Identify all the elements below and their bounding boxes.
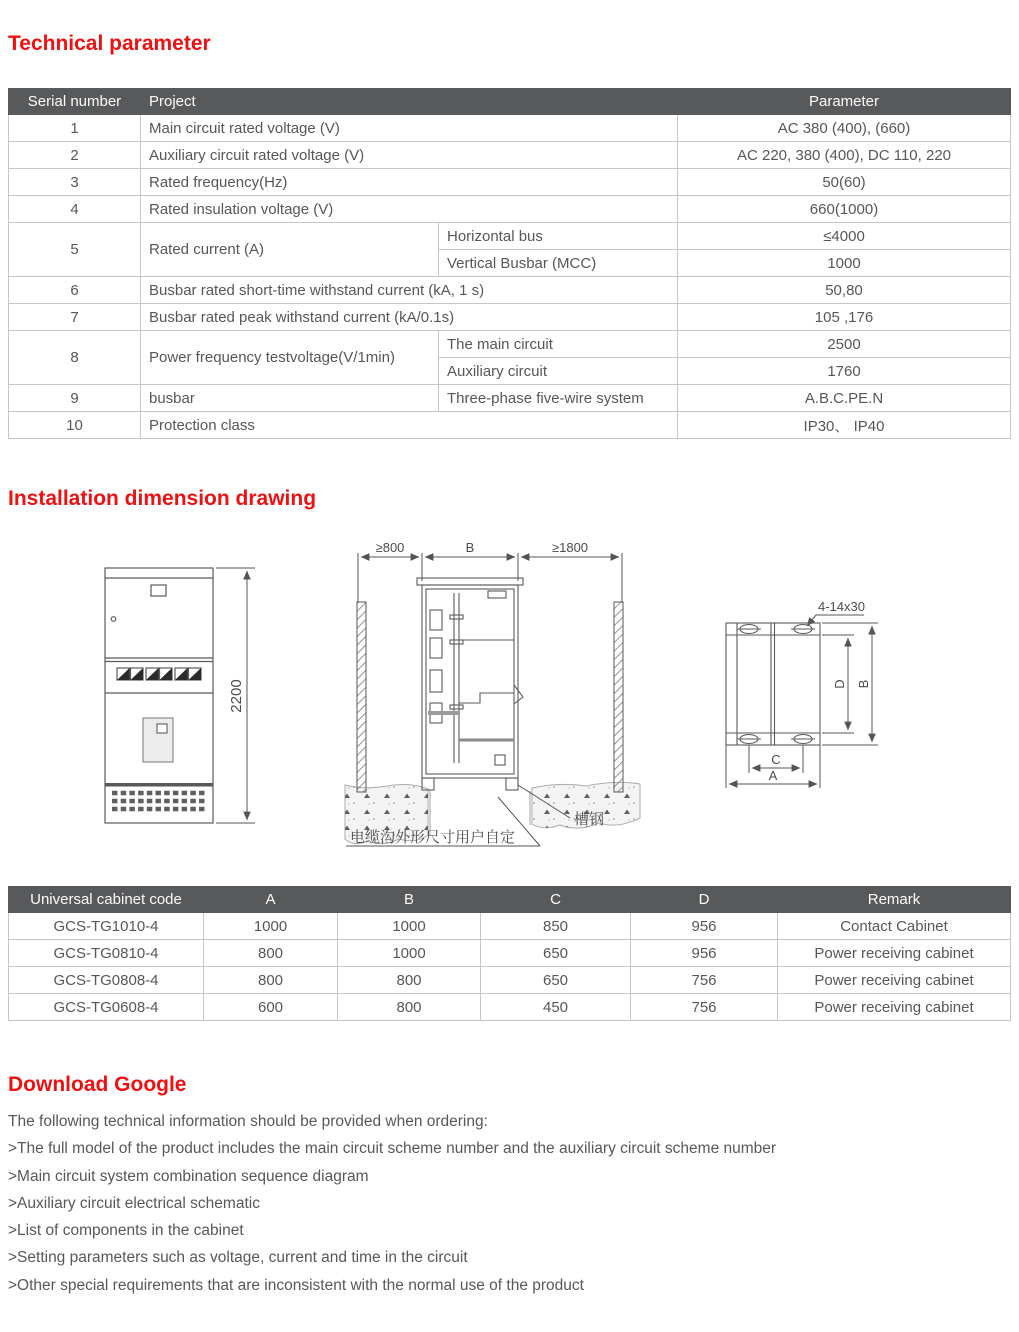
- table-row: [9, 967, 1011, 994]
- remark-cell: Power receiving cabinet: [778, 967, 1011, 994]
- column-header-project: Project: [141, 89, 678, 115]
- sub-item-cell: Horizontal bus: [439, 223, 678, 250]
- d-cell: 956: [631, 913, 778, 940]
- sub-item-cell: Three-phase five-wire system: [439, 385, 678, 412]
- parameter-cell: A.B.C.PE.N: [678, 385, 1011, 412]
- section-title-installation: Installation dimension drawing: [8, 487, 317, 510]
- clearance-left-label: ≥800: [375, 540, 405, 555]
- b-cell: 1000: [338, 940, 481, 967]
- sub-item-cell: Auxiliary circuit: [439, 358, 678, 385]
- b-cell: 1000: [338, 913, 481, 940]
- column-header-d: D: [631, 887, 778, 913]
- column-header-a: A: [204, 887, 338, 913]
- parameter-cell: 105 ,176: [678, 304, 1011, 331]
- table-row: [9, 115, 1011, 142]
- d-cell: 756: [631, 967, 778, 994]
- project-cell: Auxiliary circuit rated voltage (V): [141, 142, 678, 169]
- a-cell: 1000: [204, 913, 338, 940]
- serial-cell: 1: [9, 115, 141, 142]
- project-cell: busbar: [141, 385, 439, 412]
- code-cell: GCS-TG1010-4: [9, 913, 204, 940]
- installation-dimension-drawing: [0, 535, 1019, 880]
- table-header-row: [9, 887, 1011, 913]
- table-row: [9, 277, 1011, 304]
- base-plan-view: [726, 599, 878, 788]
- wall-right: [614, 602, 623, 792]
- serial-cell: 5: [9, 223, 141, 277]
- parameter-cell: 50,80: [678, 277, 1011, 304]
- parameter-cell: 1000: [678, 250, 1011, 277]
- cabinet-width-label: B: [465, 540, 475, 555]
- table-row: [9, 994, 1011, 1021]
- parameter-cell: 2500: [678, 331, 1011, 358]
- parameter-cell: AC 380 (400), (660): [678, 115, 1011, 142]
- project-cell: Protection class: [141, 412, 678, 439]
- cabinet-front-view: [105, 568, 255, 823]
- c-cell: 650: [481, 940, 631, 967]
- channel-steel-label: 槽钢: [574, 811, 605, 828]
- serial-cell: 4: [9, 196, 141, 223]
- ordering-item: >Main circuit system combination sequence diagram: [8, 1167, 369, 1185]
- table-row: [9, 196, 1011, 223]
- c-cell: 850: [481, 913, 631, 940]
- dim-a-label: A: [768, 768, 778, 783]
- ordering-item: >Auxiliary circuit electrical schematic: [8, 1194, 260, 1212]
- parameter-cell: 660(1000): [678, 196, 1011, 223]
- d-cell: 756: [631, 994, 778, 1021]
- ordering-item: >Other special requirements that are inconsistent with the normal use of the product: [8, 1276, 584, 1294]
- code-cell: GCS-TG0608-4: [9, 994, 204, 1021]
- serial-cell: 3: [9, 169, 141, 196]
- serial-cell: 8: [9, 331, 141, 385]
- dim-d-label: D: [832, 679, 847, 689]
- table-row: [9, 940, 1011, 967]
- table-row: [9, 331, 1011, 358]
- column-header-remark: Remark: [778, 887, 1011, 913]
- section-title-download: Download Google: [8, 1073, 187, 1096]
- serial-cell: 2: [9, 142, 141, 169]
- ordering-item: >Setting parameters such as voltage, current and time in the circuit: [8, 1249, 468, 1267]
- column-header-parameter: Parameter: [678, 89, 1011, 115]
- breaker-handles: [117, 668, 201, 680]
- remark-cell: Power receiving cabinet: [778, 994, 1011, 1021]
- code-cell: GCS-TG0810-4: [9, 940, 204, 967]
- a-cell: 800: [204, 967, 338, 994]
- column-header-b: B: [338, 887, 481, 913]
- parameter-cell: AC 220, 380 (400), DC 110, 220: [678, 142, 1011, 169]
- project-cell: Busbar rated short-time withstand current (kA, 1 s): [141, 277, 678, 304]
- project-cell: Rated current (A): [141, 223, 439, 277]
- project-cell: Rated frequency(Hz): [141, 169, 678, 196]
- column-header-serial: Serial number: [9, 89, 141, 115]
- dim-c-label: C: [771, 752, 781, 767]
- d-cell: 956: [631, 940, 778, 967]
- serial-cell: 6: [9, 277, 141, 304]
- ordering-intro: The following technical information should be provided when ordering:: [8, 1113, 488, 1130]
- mounting-slots: [737, 625, 815, 744]
- table-row: [9, 142, 1011, 169]
- cabinet-dimension-table: [8, 886, 1011, 1021]
- dim-b-label: B: [856, 679, 871, 689]
- front-height-label: 2200: [228, 679, 245, 713]
- a-cell: 800: [204, 940, 338, 967]
- b-cell: 800: [338, 994, 481, 1021]
- c-cell: 450: [481, 994, 631, 1021]
- serial-cell: 9: [9, 385, 141, 412]
- table-row: [9, 223, 1011, 250]
- cabinet-side-section: [345, 540, 640, 846]
- code-cell: GCS-TG0808-4: [9, 967, 204, 994]
- serial-cell: 7: [9, 304, 141, 331]
- table-row: [9, 913, 1011, 940]
- parameter-cell: 50(60): [678, 169, 1011, 196]
- project-cell: Rated insulation voltage (V): [141, 196, 678, 223]
- a-cell: 600: [204, 994, 338, 1021]
- table-row: [9, 304, 1011, 331]
- clearance-right-label: ≥1800: [551, 540, 589, 555]
- remark-cell: Contact Cabinet: [778, 913, 1011, 940]
- mounting-holes-label: 4-14x30: [818, 599, 865, 614]
- table-row: [9, 412, 1011, 439]
- b-cell: 800: [338, 967, 481, 994]
- wall-left: [357, 602, 366, 792]
- table-row: [9, 385, 1011, 412]
- parameter-cell: IP30、 IP40: [678, 412, 1011, 439]
- c-cell: 650: [481, 967, 631, 994]
- table-row: [9, 169, 1011, 196]
- sub-item-cell: Vertical Busbar (MCC): [439, 250, 678, 277]
- page-title: Technical parameter: [8, 32, 211, 55]
- parameter-cell: 1760: [678, 358, 1011, 385]
- project-cell: Power frequency testvoltage(V/1min): [141, 331, 439, 385]
- ordering-item: >The full model of the product includes the main circuit scheme number and the auxiliary circuit scheme number: [8, 1140, 777, 1158]
- technical-parameter-table: [8, 88, 1011, 439]
- table-header-row: [9, 89, 1011, 115]
- ordering-info: [8, 1108, 776, 1299]
- sub-item-cell: The main circuit: [439, 331, 678, 358]
- column-header-code: Universal cabinet code: [9, 887, 204, 913]
- parameter-cell: ≤4000: [678, 223, 1011, 250]
- remark-cell: Power receiving cabinet: [778, 940, 1011, 967]
- ordering-item: >List of components in the cabinet: [8, 1222, 244, 1240]
- serial-cell: 10: [9, 412, 141, 439]
- project-cell: Main circuit rated voltage (V): [141, 115, 678, 142]
- cable-trench-note: 电缆沟外形尺寸用户自定: [350, 829, 516, 846]
- project-cell: Busbar rated peak withstand current (kA/0.1s): [141, 304, 678, 331]
- column-header-c: C: [481, 887, 631, 913]
